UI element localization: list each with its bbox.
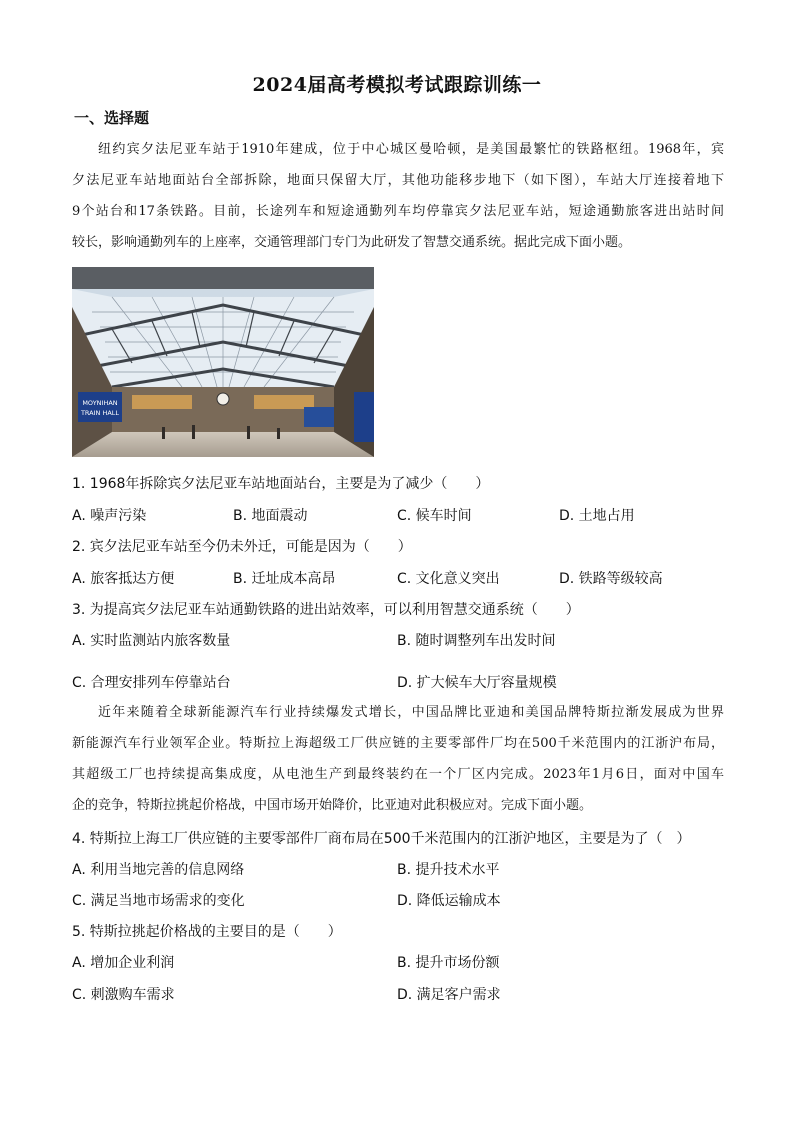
passage-line: 9个站台和17条铁路。目前，长途列车和短途通勤列车均停靠宾夕法尼亚车站，短途通勤旅客进出站时间 — [72, 204, 724, 219]
q4-option-c[interactable]: C. 满足当地市场需求的变化 — [72, 893, 245, 909]
q2-option-d[interactable]: D. 铁路等级较高 — [559, 571, 663, 587]
q5-option-a[interactable]: A. 增加企业利润 — [72, 955, 175, 971]
passage-2 — [72, 697, 724, 821]
question-5: 5. 特斯拉挑起价格战的主要目的是（ ） — [72, 924, 342, 940]
passage-line: 较长，影响通勤列车的上座率，交通管理部门专门为此研发了智慧交通系统。据此完成下面小题。 — [72, 235, 632, 250]
question-1: 1. 1968年拆除宾夕法尼亚车站地面站台，主要是为了减少（ ） — [72, 476, 490, 492]
passage-line: 新能源汽车行业领军企业。特斯拉上海超级工厂供应链的主要零部件厂均在500千米范围内的江浙沪布局， — [72, 736, 724, 751]
train-hall-photo — [72, 267, 374, 457]
q4-option-b[interactable]: B. 提升技术水平 — [397, 862, 500, 878]
passage-line: 近年来随着全球新能源汽车行业持续爆发式增长，中国品牌比亚迪和美国品牌特斯拉渐发展成为世界 — [98, 705, 724, 720]
q3-option-b[interactable]: B. 随时调整列车出发时间 — [397, 633, 556, 649]
q1-option-d[interactable]: D. 土地占用 — [559, 508, 635, 524]
q1-option-b[interactable]: B. 地面震动 — [233, 508, 308, 524]
section-heading: 一、选择题 — [74, 109, 150, 127]
svg-text:MOYNIHAN: MOYNIHAN — [82, 399, 118, 407]
page-title: 2024届高考模拟考试跟踪训练一 — [252, 74, 542, 96]
q5-option-d[interactable]: D. 满足客户需求 — [397, 987, 501, 1003]
q1-option-a[interactable]: A. 噪声污染 — [72, 508, 147, 524]
q1-option-c[interactable]: C. 候车时间 — [397, 508, 472, 524]
passage-line: 其超级工厂也持续提高集成度，从电池生产到最终装约在一个厂区内完成。2023年1月6日，面对中国车 — [72, 767, 724, 782]
question-2: 2. 宾夕法尼亚车站至今仍未外迁，可能是因为（ ） — [72, 539, 412, 555]
q3-option-c[interactable]: C. 合理安排列车停靠站台 — [72, 675, 231, 691]
passage-line: 夕法尼亚车站地面站台全部拆除，地面只保留大厅，其他功能移步地下（如下图），车站大厅连接着地下 — [72, 173, 724, 188]
svg-text:TRAIN HALL: TRAIN HALL — [80, 409, 120, 417]
q5-option-c[interactable]: C. 刺激购车需求 — [72, 987, 175, 1003]
q5-option-b[interactable]: B. 提升市场份额 — [397, 955, 500, 971]
passage-1 — [72, 134, 724, 258]
q2-option-c[interactable]: C. 文化意义突出 — [397, 571, 500, 587]
train-hall-image — [72, 267, 374, 457]
q2-option-b[interactable]: B. 迁址成本高昂 — [233, 571, 336, 587]
passage-line: 纽约宾夕法尼亚车站于1910年建成，位于中心城区曼哈顿，是美国最繁忙的铁路枢纽。1968年，宾 — [98, 142, 724, 157]
passage-line: 企的竞争，特斯拉挑起价格战，中国市场开始降价，比亚迪对此积极应对。完成下面小题。 — [72, 798, 593, 813]
question-3: 3. 为提高宾夕法尼亚车站通勤铁路的进出站效率，可以利用智慧交通系统（ ） — [72, 602, 580, 618]
q3-option-a[interactable]: A. 实时监测站内旅客数量 — [72, 633, 231, 649]
q4-option-a[interactable]: A. 利用当地完善的信息网络 — [72, 862, 245, 878]
q4-option-d[interactable]: D. 降低运输成本 — [397, 893, 501, 909]
question-4: 4. 特斯拉上海工厂供应链的主要零部件厂商布局在500千米范围内的江浙沪地区，主要是为了（ ） — [72, 831, 691, 847]
q2-option-a[interactable]: A. 旅客抵达方便 — [72, 571, 175, 587]
q3-option-d[interactable]: D. 扩大候车大厅容量规模 — [397, 675, 557, 691]
